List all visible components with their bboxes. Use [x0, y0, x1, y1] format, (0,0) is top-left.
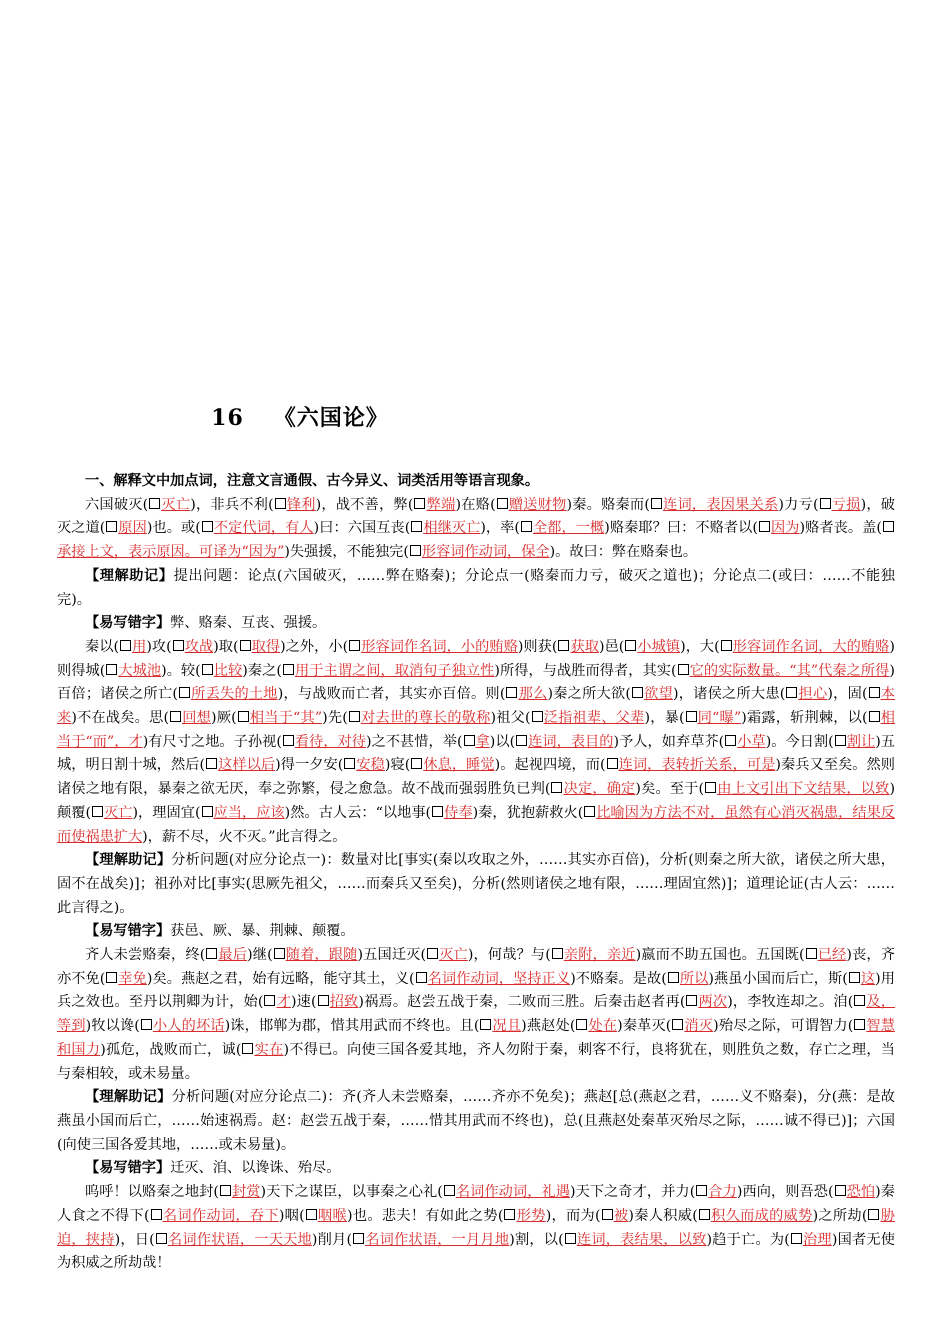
passage-text: )秦，犹抱薪救火(	[472, 804, 584, 821]
text-paragraph	[57, 1181, 895, 1276]
answer-box	[678, 664, 689, 675]
answer-box	[414, 498, 425, 509]
answer-box	[202, 806, 213, 817]
answer-text: 小人的坏话	[152, 1018, 225, 1035]
passage-text: )秦人积威(	[628, 1207, 698, 1224]
passage-text: )赂秦耶？曰：不赂者以(	[604, 520, 758, 537]
note-label: 【理解助记】	[85, 852, 172, 869]
answer-box	[497, 498, 508, 509]
answer-box	[668, 972, 679, 983]
answer-box	[202, 664, 213, 675]
passage-text: )不在战矣。思(	[71, 710, 169, 727]
answer-text: 招致	[329, 994, 359, 1011]
passage-text: )之所劫(	[812, 1207, 868, 1224]
answer-text: 所以	[679, 970, 709, 987]
answer-box	[699, 1209, 710, 1220]
passage-text: )天下之奇才，并力(	[569, 1184, 696, 1201]
answer-text: 灭亡	[439, 947, 468, 964]
passage-text: )也。悲夫！有如此之势(	[347, 1207, 504, 1224]
answer-box	[686, 711, 697, 722]
answer-box	[432, 806, 443, 817]
passage-text: )，诸侯之所大患(	[673, 686, 786, 703]
answer-text: 被	[613, 1207, 629, 1224]
answer-box	[521, 521, 532, 532]
answer-text: 安稳	[356, 757, 385, 774]
answer-text: 况且	[492, 1018, 522, 1035]
answer-text: 连词，表因果关系	[662, 496, 779, 513]
answer-text: 咽喉	[317, 1207, 348, 1224]
passage-text: )得一夕安(	[275, 757, 344, 774]
passage-text: )，大(	[680, 638, 720, 655]
answer-box	[651, 498, 662, 509]
answer-box	[106, 521, 117, 532]
answer-text: 比喻因为方法不对，虽然有心消灭祸患，结果反而使祸患扩大	[57, 804, 895, 845]
answer-text: 亲附，亲近	[563, 947, 636, 964]
answer-text: 所丢失的土地	[190, 686, 278, 703]
passage-text: )殆尽之际，可谓智力(	[713, 1018, 854, 1035]
passage-text: )秦之所大欲(	[547, 686, 631, 703]
text-paragraph	[57, 636, 895, 849]
answer-box	[206, 948, 217, 959]
answer-box	[686, 995, 697, 1006]
answer-box	[504, 1209, 515, 1220]
answer-box	[849, 972, 860, 983]
answer-box	[558, 640, 569, 651]
passage-text: )不赂秦。是故(	[570, 970, 667, 987]
answer-box	[306, 1209, 317, 1220]
passage-text: )继(	[247, 947, 273, 964]
passage-text: )，破灭之道(	[57, 496, 895, 537]
answer-box	[220, 1185, 231, 1196]
passage-text: )则得城(	[57, 638, 895, 679]
passage-text: )秦兵又至矣。然则诸侯之地有限，暴秦之欲无厌，奉之弥繁，侵之愈急。故不战而强弱胜负已判(	[57, 757, 895, 798]
answer-text: 锋利	[286, 496, 316, 513]
passage-text: )祖父(	[490, 710, 531, 727]
answer-text: 形容词作名词，小的贿赂	[361, 638, 518, 655]
passage-text: )不得已。向使三国各爱其地，齐人勿附于秦，刺客不行，良将犹在，则胜负之数，存亡之理，当与秦相较，或未易量。	[57, 1041, 895, 1082]
note-paragraph	[57, 849, 895, 920]
answer-text: 名词作动词，吞下	[162, 1207, 279, 1224]
answer-text: 小城镇	[637, 638, 681, 655]
passage-text: )秦。赂秦而(	[566, 496, 650, 513]
answer-text: 决定，确定	[563, 781, 636, 798]
passage-text: )颠覆(	[57, 781, 895, 821]
passage-text: )霜露，斩荆棘，以(	[741, 710, 868, 727]
answer-box	[551, 782, 562, 793]
answer-box	[869, 687, 880, 698]
note-paragraph	[57, 565, 895, 612]
passage-text: )嬴而不助五国也。五国既(	[635, 947, 805, 964]
answer-text: 胁迫，挟持	[57, 1207, 895, 1248]
answer-box	[410, 545, 421, 556]
answer-text: 用于主谓之间，取消句子独立性	[294, 662, 495, 679]
passage-text: )，战不善，弊(	[315, 496, 414, 513]
answer-text: 割让	[846, 733, 876, 750]
passage-text: )之外，小(	[280, 638, 349, 655]
answer-text: 连词，表转折关系，可是	[618, 757, 776, 774]
answer-text: 形容词作名词，大的贿赂	[732, 638, 890, 655]
answer-box	[444, 1185, 455, 1196]
passage-text: )，而为(	[545, 1207, 601, 1224]
answer-box	[759, 521, 770, 532]
answer-text: 才	[276, 994, 291, 1011]
passage-text: )，暴(	[644, 710, 685, 727]
passage-text: )秦革灭(	[617, 1018, 672, 1035]
answer-text: 名词作状语，一天天地	[167, 1231, 312, 1248]
answer-text: 连词，表目的	[528, 733, 614, 750]
answer-text: 这样以后	[218, 757, 276, 774]
answer-box	[576, 1019, 587, 1030]
answer-text: 原因	[118, 520, 147, 537]
answer-text: 亏损	[831, 496, 861, 513]
answer-text: 对去世的尊长的敬称	[360, 710, 491, 727]
answer-box	[353, 1233, 364, 1244]
note-paragraph	[57, 1157, 895, 1181]
answer-box	[835, 735, 846, 746]
passage-text: )秦人食之不得下(	[57, 1184, 895, 1224]
passage-text: )所得，与战胜而得者，其实(	[494, 662, 677, 679]
passage-text: )曰：六国互丧(	[313, 520, 411, 537]
answer-box	[411, 521, 422, 532]
answer-box	[274, 948, 285, 959]
passage-text: )力亏(	[778, 496, 819, 513]
passage-text: )，率(	[480, 520, 520, 537]
note-label: 【理解助记】	[85, 567, 174, 584]
answer-box	[632, 687, 643, 698]
answer-text: 攻战	[184, 638, 214, 655]
answer-box	[480, 1019, 491, 1030]
answer-text: 形势	[516, 1207, 546, 1224]
passage-text: )，日(	[114, 1231, 155, 1248]
answer-text: 弊端	[426, 496, 456, 513]
answer-text: 小草	[737, 733, 766, 750]
answer-text: 灭亡	[161, 496, 191, 513]
answer-text: 同“曝”	[697, 710, 742, 727]
answer-text: 用	[132, 638, 147, 655]
answer-box	[625, 640, 636, 651]
passage-text: )取(	[213, 638, 239, 655]
passage-text: )在赂(	[455, 496, 496, 513]
answer-box	[854, 995, 865, 1006]
passage-text: )厥(	[210, 710, 237, 727]
answer-box	[705, 782, 716, 793]
answer-text: 灭亡	[103, 804, 133, 821]
note-label: 【易写错字】	[85, 615, 171, 632]
answer-box	[283, 735, 294, 746]
lesson-name: 《六国论》	[273, 405, 389, 431]
answer-box	[206, 758, 217, 769]
answer-text: 应当，应该	[213, 804, 285, 821]
passage-text: )五国迁灭(	[357, 947, 427, 964]
answer-text: 因为	[770, 520, 800, 537]
passage-text: 齐人未尝赂秦，终(	[85, 947, 206, 964]
answer-box	[464, 735, 475, 746]
answer-box	[92, 806, 103, 817]
passage-text: )秦之(	[242, 662, 282, 679]
passage-text: )攻(	[146, 638, 172, 655]
passage-text: )也。或(	[146, 520, 201, 537]
answer-box	[264, 995, 275, 1006]
answer-text: 担心	[798, 686, 828, 703]
answer-text: 大城池	[118, 662, 162, 679]
answer-text: 处在	[588, 1018, 618, 1035]
answer-box	[786, 687, 797, 698]
answer-box	[602, 1209, 613, 1220]
answer-box	[506, 687, 517, 698]
passage-text: 提出问题：论点(六国破灭，……弊在赂秦)；分论点一(赂秦而力亏，破灭之道也)；分论点二(或曰：……不能独完)。	[57, 567, 895, 608]
answer-box	[411, 758, 422, 769]
answer-text: 本来	[57, 686, 895, 727]
note-paragraph	[57, 1086, 895, 1157]
passage-text: )用兵之效也。至丹以荆卿为计，始(	[57, 970, 895, 1011]
answer-box	[854, 1019, 865, 1030]
answer-text: 获取	[570, 638, 599, 655]
paragraph-list	[57, 494, 895, 1276]
answer-text: 那么	[518, 686, 548, 703]
answer-text: 这	[860, 970, 876, 987]
answer-box	[202, 521, 213, 532]
passage-text: )。较(	[161, 662, 201, 679]
answer-text: 侍奉	[444, 804, 473, 821]
section-heading: 一、解释文中加点词，注意文言通假、古今异义、词类活用等语言现象。	[85, 473, 540, 489]
answer-box	[820, 498, 831, 509]
passage-text: )牧以谗(	[85, 1018, 140, 1035]
answer-text: 相当于“其”	[249, 710, 323, 727]
note-label: 【易写错字】	[85, 1160, 171, 1177]
answer-box	[149, 498, 160, 509]
answer-box	[151, 1209, 162, 1220]
answer-text: 名词作状语，一月月地	[365, 1231, 510, 1248]
passage-text: )，非兵不利(	[190, 496, 274, 513]
passage-text: )之不甚惜，举(	[366, 733, 463, 750]
answer-box	[565, 1233, 576, 1244]
answer-box	[552, 948, 563, 959]
answer-box	[275, 498, 286, 509]
answer-box	[240, 640, 251, 651]
passage-text: )咽(	[278, 1207, 305, 1224]
passage-text: )祸焉。赵尝五战于秦，二败而三胜。后秦击赵者再(	[358, 994, 686, 1011]
answer-text: 取得	[251, 638, 281, 655]
passage-text: )邑(	[598, 638, 625, 655]
answer-text: 幸免	[118, 970, 147, 987]
answer-text: 由上文引出下文结果，以致	[717, 781, 890, 798]
answer-box	[883, 521, 894, 532]
passage-text: 迁灭、洎、以谗诛、殆尽。	[170, 1160, 341, 1177]
answer-text: 合力	[708, 1184, 737, 1201]
answer-box	[835, 1185, 846, 1196]
passage-text: )国者无使为积威之所劫哉！	[57, 1231, 895, 1272]
answer-box	[416, 972, 427, 983]
answer-text: 消灭	[684, 1018, 714, 1035]
passage-text: )，李牧连却之。洎(	[727, 994, 854, 1011]
note-paragraph	[57, 920, 895, 944]
answer-text: 比较	[213, 662, 243, 679]
passage-text: )寝(	[384, 757, 411, 774]
worksheet-body	[57, 470, 895, 1276]
passage-text: )五城，明日割十城，然后(	[57, 733, 895, 774]
passage-text: )，理固宜(	[132, 804, 201, 821]
passage-text: )，何哉？与(	[467, 947, 551, 964]
answer-box	[170, 711, 181, 722]
passage-text: )天下之谋臣，以事秦之心礼(	[260, 1184, 443, 1201]
passage-text: )诛，邯郸为郡，惜其用武而不终也。且(	[224, 1018, 480, 1035]
answer-box	[106, 664, 117, 675]
passage-text: )割，以(	[509, 1231, 564, 1248]
passage-text: )。今日割(	[765, 733, 834, 750]
passage-text: )百倍；诸侯之所亡(	[57, 662, 895, 703]
answer-text: 全都，一概	[532, 520, 605, 537]
passage-text: )趋于亡。为(	[706, 1231, 790, 1248]
answer-box	[349, 711, 360, 722]
passage-text: )赂者丧。盖(	[799, 520, 882, 537]
answer-text: 回想	[182, 710, 211, 727]
answer-box	[791, 1233, 802, 1244]
answer-text: 相当于“而”，才	[57, 710, 895, 750]
passage-text: )孤危，战败而亡，诚(	[100, 1041, 242, 1058]
answer-text: 连词，表结果，以致	[576, 1231, 707, 1248]
passage-text: )，与战败而亡者，其实亦百倍。则(	[277, 686, 506, 703]
answer-text: 承接上文，表示原因。可译为“因为”	[57, 544, 285, 561]
answer-box	[344, 758, 355, 769]
passage-text: )削月(	[311, 1231, 353, 1248]
passage-text: 分析问题(对应分论点一)：数量对比[事实(秦以攻取之外，……其实亦百倍)，分析(则秦之所大欲，诸侯之所大患，固不在战矣)]；祖孙对比[事实(思厥先祖父，……而秦兵又至矣)，分析(然则诸侯之地有限，……理固宜然)]；道理论证(古人云：……此言得之)。	[57, 852, 895, 916]
note-paragraph	[57, 612, 895, 636]
answer-box	[242, 1043, 253, 1054]
answer-box	[141, 1019, 152, 1030]
passage-text: 分析问题(对应分论点二)：齐(齐人未尝赂秦，……齐亦不免矣)；燕赵[总(燕赵之君，……义不赂秦)，分(燕：是故燕虽小国而后亡，……始速祸焉。赵：赵尝五战于秦，……惜其用武而不终也)，总(且燕赵处秦革灭殆尽之际，……诚不得已)]；六国(向使三国各爱其地，……或未易量)。	[57, 1089, 895, 1153]
answer-text: 名词作动词，坚持正义	[427, 970, 571, 987]
answer-box	[806, 948, 817, 959]
answer-box	[584, 806, 595, 817]
text-paragraph	[57, 494, 895, 565]
answer-text: 形容词作动词，保全	[421, 544, 550, 561]
passage-text: )矣。燕赵之君，始有远略，能守其土，义(	[146, 970, 415, 987]
answer-text: 积久而成的威势	[710, 1207, 813, 1224]
passage-text: 呜呼！以赂秦之地封(	[85, 1184, 219, 1201]
answer-text: 休息，睡觉	[423, 757, 495, 774]
answer-box	[318, 995, 329, 1006]
lesson-number: 16	[211, 405, 244, 431]
answer-text: 两次	[698, 994, 728, 1011]
answer-text: 随着，跟随	[285, 947, 358, 964]
answer-box	[173, 640, 184, 651]
answer-text: 名词作动词，礼遇	[455, 1184, 570, 1201]
answer-text: 已经	[817, 947, 847, 964]
text-paragraph	[57, 944, 895, 1086]
passage-text: )速(	[290, 994, 317, 1011]
note-label: 【理解助记】	[85, 1089, 172, 1106]
lesson-title	[0, 401, 600, 432]
passage-text: )然。古人云：“以地事(	[284, 804, 432, 821]
passage-text: 六国破灭(	[85, 496, 149, 513]
answer-text: 最后	[218, 947, 248, 964]
answer-box	[516, 735, 527, 746]
passage-text: )先(	[322, 710, 348, 727]
passage-text: )以(	[489, 733, 516, 750]
passage-text: )予人，如弃草芥(	[613, 733, 725, 750]
passage-text: )矣。至于(	[635, 781, 705, 798]
answer-box	[696, 1185, 707, 1196]
answer-box	[156, 1233, 167, 1244]
answer-box	[179, 687, 190, 698]
answer-box	[238, 711, 249, 722]
answer-box	[868, 1209, 879, 1220]
answer-box	[869, 711, 880, 722]
answer-text: 欲望	[643, 686, 674, 703]
answer-box	[672, 1019, 683, 1030]
passage-text: 弊、赂秦、互丧、强援。	[170, 615, 327, 632]
answer-text: 泛指祖辈、父辈	[543, 710, 645, 727]
answer-text: 不定代词，有人	[213, 520, 314, 537]
answer-box	[725, 735, 736, 746]
answer-text: 它的实际数量。“其”代秦之所得	[689, 662, 890, 679]
answer-box	[349, 640, 360, 651]
answer-text: 相继灭亡	[423, 520, 481, 537]
answer-box	[427, 948, 438, 959]
answer-text: 封赏	[231, 1184, 261, 1201]
passage-text: )，薪不尽，火不灭。”此言得之。	[142, 828, 347, 845]
passage-text: 获邑、厥、暴、荆棘、颠覆。	[170, 923, 355, 940]
answer-text: 看待，对待	[294, 733, 367, 750]
answer-box	[721, 640, 732, 651]
passage-text: )。故曰：弊在赂秦也。	[549, 544, 698, 561]
answer-text: 赠送财物	[508, 496, 567, 513]
answer-box	[607, 758, 618, 769]
passage-text: )燕赵处(	[521, 1018, 576, 1035]
passage-text: )燕虽小国而后亡，斯(	[708, 970, 848, 987]
answer-text: 智慧和国力	[57, 1018, 895, 1058]
answer-text: 治理	[802, 1231, 832, 1248]
answer-box	[532, 711, 543, 722]
passage-text: )有尺寸之地。子孙视(	[142, 733, 282, 750]
passage-text: )西向，则吾恐(	[736, 1184, 834, 1201]
passage-text: )丧，齐亦不免(	[57, 947, 895, 987]
passage-text: )。起视四境，而(	[494, 757, 606, 774]
answer-text: 实在	[254, 1041, 284, 1058]
answer-text: 拿	[475, 733, 490, 750]
answer-box	[120, 640, 131, 651]
passage-text: )失强援，不能独完(	[284, 544, 409, 561]
passage-text: )则获(	[517, 638, 558, 655]
answer-box	[283, 664, 294, 675]
answer-text: 恐怕	[846, 1184, 876, 1201]
answer-text: 及，等到	[57, 994, 895, 1035]
passage-text: )，固(	[827, 686, 868, 703]
note-label: 【易写错字】	[85, 923, 171, 940]
answer-box	[106, 972, 117, 983]
passage-text: 秦以(	[85, 638, 120, 655]
